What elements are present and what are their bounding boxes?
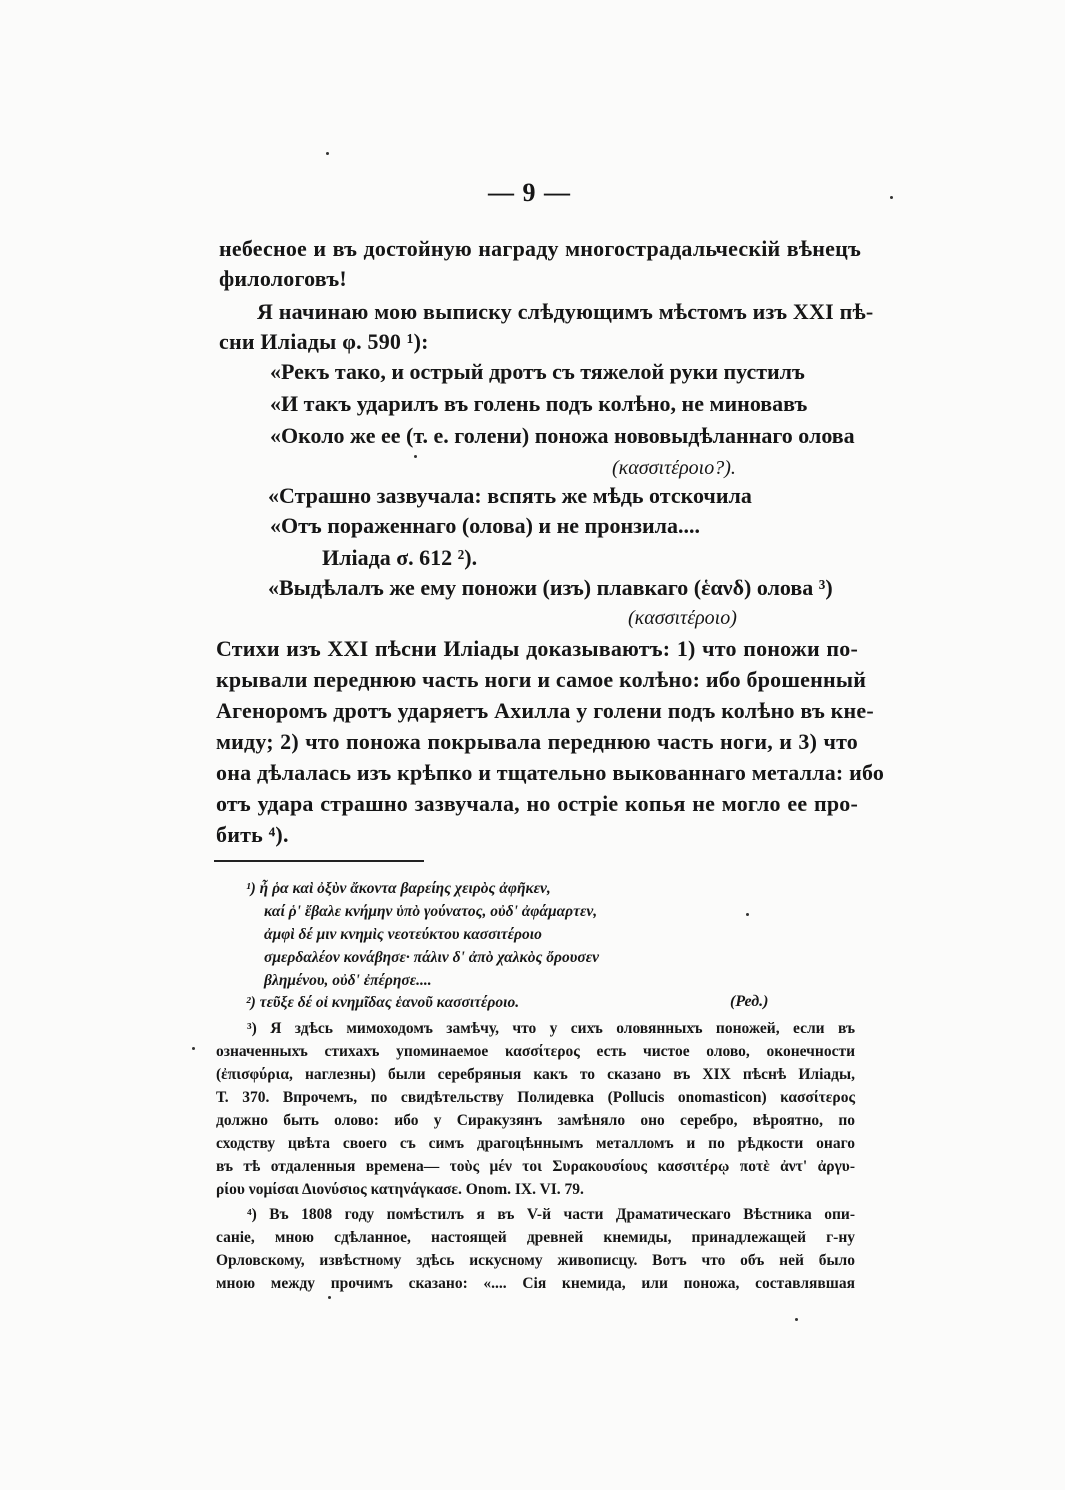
footnote-3-line: должно быть олово: ибо у Сиракузянъ замѣняло оно серебро, вѣроятно, по [216,1112,855,1129]
scan-speck [890,196,893,199]
quote-line: «Рекъ тако, и острый дротъ съ тяжелой руки пустилъ [270,359,805,384]
footnote-3-line: ³) Я здѣсь мимоходомъ замѣчу, что у сихъ оловянныхъ поножей, если въ [247,1020,855,1037]
quote-greek: (κασσιτέροιο) [628,607,737,629]
footnote-1-line: καί ῥ' ἔβαλε κνήμην ὑπὸ γούνατος, οὐδ' ἀφάμαρτεν, [264,903,598,920]
footnote-3-line: въ тѣ отдаленныя времена— τοὺς μέν τοι Συρακουσίους κασσιτέρῳ ποτὲ ἀντ' ἀργυ- [216,1158,855,1175]
footnote-rule [214,860,424,862]
footnote-1-line: σμερδαλέον κονάβησε· πάλιν δ' ἀπὸ χαλκὸς ὄρουσεν [264,949,599,966]
footnote-3-line: означенныхъ стихахъ упоминаемое κασσίτερος есть чистое олово, оконечности [216,1043,855,1060]
body-line: Стихи изъ XXI пѣсни Иліады доказываютъ: 1) что поножи по- [216,636,858,661]
scan-speck [795,1318,798,1321]
scan-speck [192,1047,195,1050]
quote-line: «Выдѣлалъ же ему поножи (изъ) плавкаго (ἑανδ) олова ³) [268,575,833,600]
body-line: бить ⁴). [216,822,289,847]
footnote-1-line: βλημένου, οὐδ' ἐπέρησε.... [264,972,432,989]
page-number: — 9 — [488,178,571,207]
quote-line: «Около же ее (т. е. голени) поножа нововыдѣланнаго олова [270,423,855,448]
scan-speck [746,913,749,916]
footnote-4-line: Орловскому, извѣстному здѣсь искусному живописцу. Вотъ что объ ней было [216,1252,855,1269]
footnote-4-line: мною между прочимъ сказано: «.... Сія кнемида, или поножа, составлявшая [216,1275,855,1292]
quote-greek: (κασσιτέροιο?). [612,457,736,479]
footnote-3-line: ρίου νομίσαι Διονύσιος κατηνάγκασε. Onom. IX. VI. 79. [216,1181,584,1198]
body-line: сни Иліады φ. 590 ¹): [219,329,429,354]
quote-line: «И такъ ударилъ въ голень подъ колѣно, не миновавъ [270,391,808,416]
footnote-3-line: (ἐπισφύρια, наглезны) были серебряныя какъ то сказано въ XIX пѣснѣ Иліады, [216,1066,855,1083]
scan-speck [326,152,329,155]
body-line: миду; 2) что поножа покрывала переднюю часть ноги, и 3) что [216,729,858,754]
body-line: Я начинаю мою выписку слѣдующимъ мѣстомъ изъ XXI пѣ- [257,299,874,324]
footnote-1-line: ¹) ἦ ῥα καὶ ὀξὺν ἄκοντα βαρείης χειρὸς ἀφῆκεν, [246,880,551,897]
body-line: крывали переднюю часть ноги и самое колѣно: ибо брошенный [216,667,867,692]
body-line: филологовъ! [219,266,347,291]
footnote-4-line: ⁴) Въ 1808 году помѣстилъ я въ V-й части Драматическаго Вѣстника опи- [247,1206,855,1223]
editor-note: (Ред.) [730,993,769,1010]
body-line: небесное и въ достойную награду многострадальческій вѣнецъ [219,236,861,261]
footnote-3-line: сходству цвѣта своего съ симъ драгоцѣннымъ металломъ и по рѣдкости онаго [216,1135,855,1152]
footnote-1-line: ἀμφὶ δέ μιν κνημὶς νεοτεύκτου κασσιτέροιο [264,926,542,943]
body-line: отъ удара страшно зазвучала, но остріе копья не могло ее про- [216,791,858,816]
body-line: она дѣлалась изъ крѣпко и тщательно выкованнаго металла: ибо [216,760,885,785]
footnote-3-line: Т. 370. Впрочемъ, по свидѣтельству Полидевка (Pollucis onomasticon) κασσίτερος [216,1089,855,1106]
quote-line: «Отъ пораженнаго (олова) и не пронзила.... [270,513,700,538]
scan-speck [328,1296,331,1299]
footnote-2: ²) τεῦξε δέ οἱ κνημῖδας ἑανοῦ κασσιτέροιο. [246,994,520,1011]
footnote-4-line: саніе, мною сдѣланное, настоящей древней кнемиды, принадлежащей г-ну [216,1229,855,1246]
quote-source: Иліада σ. 612 ²). [322,545,478,570]
quote-line: «Страшно зазвучала: вспять же мѣдь отскочила [268,483,752,508]
body-line: Агеноромъ дротъ ударяетъ Ахилла у голени подъ колѣно въ кне- [216,698,874,723]
scan-speck [414,455,417,458]
